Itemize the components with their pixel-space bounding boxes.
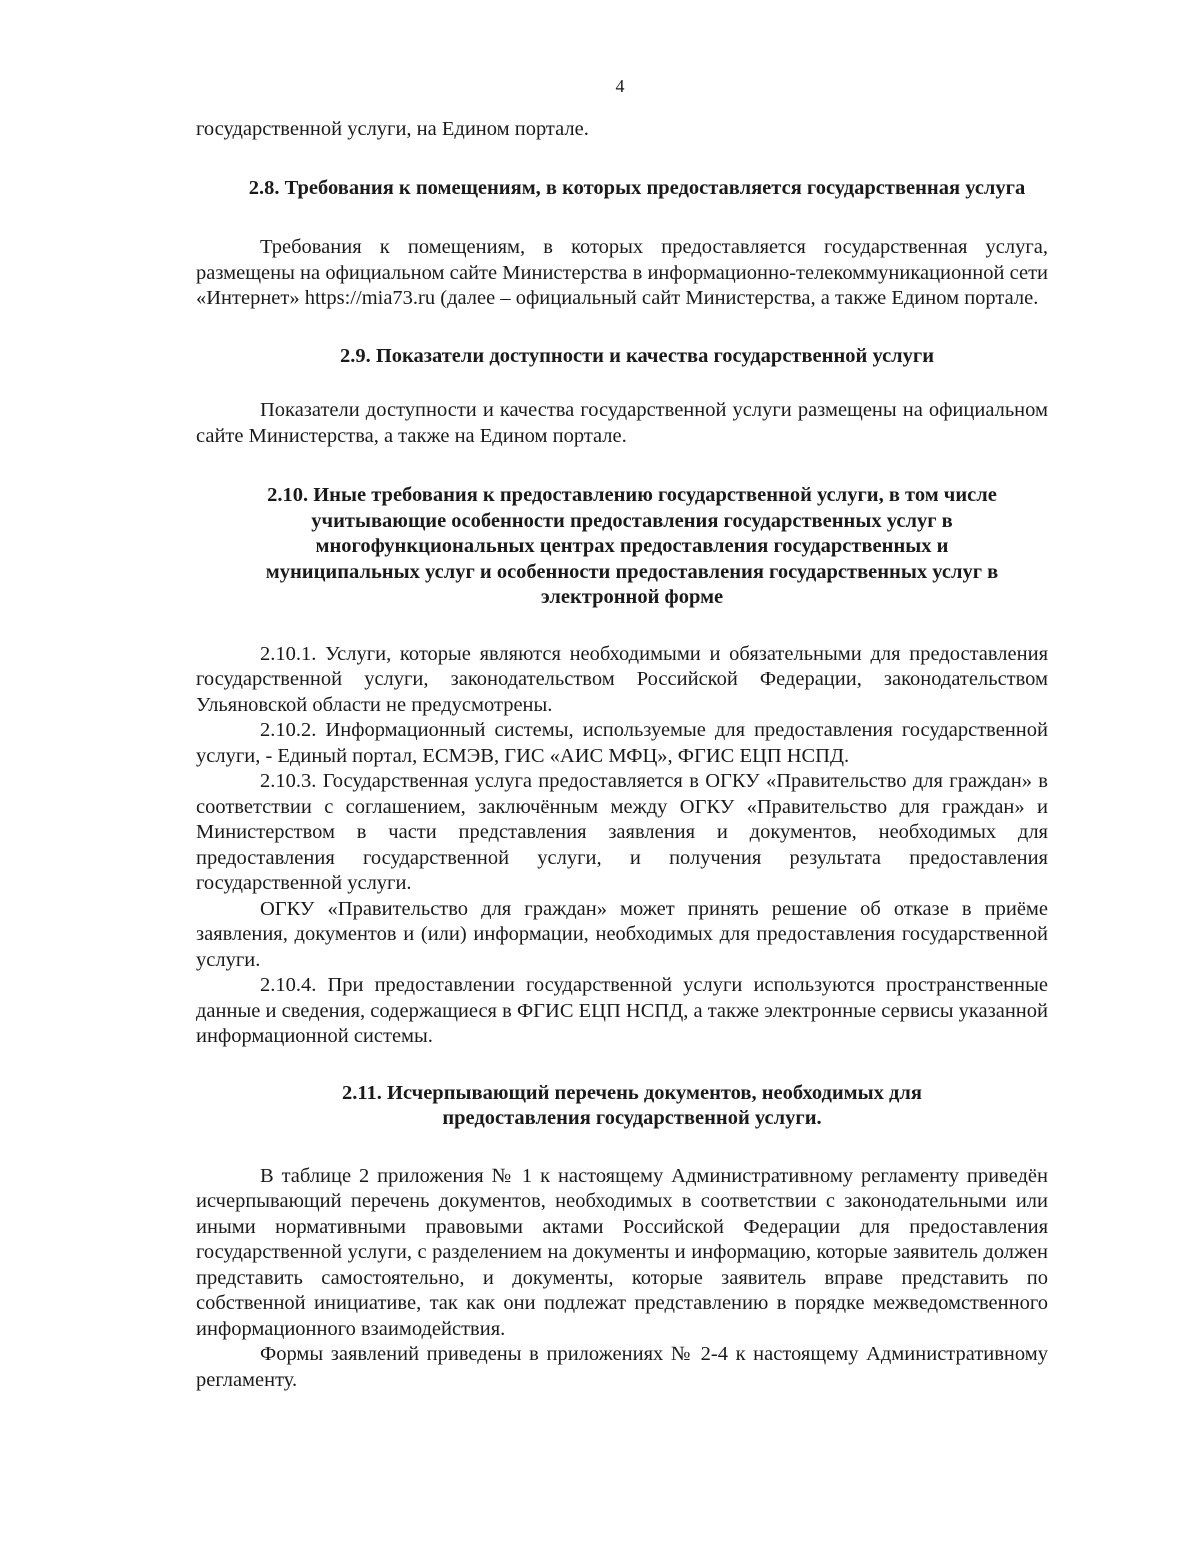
- section-2-10-3-refusal-paragraph: ОГКУ «Правительство для граждан» может принять решение об отказе в приёме заявления, документов и (или) информации, необходимых для предоставления государственной услуги.: [196, 897, 1048, 971]
- document-body: [196, 117, 1048, 1393]
- section-2-9-heading: 2.9. Показатели доступности и качества государственной услуги: [339, 344, 935, 367]
- section-2-10-3-paragraph: 2.10.3. Государственная услуга предоставляется в ОГКУ «Правительство для граждан» в соответствии с соглашением, заключённым между ОГКУ «Правительство для граждан» и Министерством в части представления заявления и документов, необходимых для предоставления государственной услуги, и получения результата предоставления государственной услуги.: [196, 770, 1048, 894]
- section-2-10-4-paragraph: 2.10.4. При предоставлении государственной услуги используются пространственные данные и сведения, содержащиеся в ФГИС ЕЦП НСПД, а также электронные сервисы указанной информационной системы.: [196, 974, 1048, 1047]
- section-2-10-heading: 2.10. Иные требования к предоставлению государственной услуги, в том числе учитывающие особенности предоставления государственных услуг в многофункциональных центрах предоставления государственных и муниципальных услуг и особенности предоставления государственных услуг в электронной форме: [265, 484, 999, 608]
- intro-paragraph: государственной услуги, на Едином портале.: [196, 118, 589, 140]
- section-2-11-paragraph: В таблице 2 приложения № 1 к настоящему Административному регламенту приведён исчерпывающий перечень документов, необходимых в соответствии с законодательными или иными нормативными правовыми актами Российской Федерации для предоставления государственной услуги, с разделением на документы и информацию, которые заявитель должен представить самостоятельно, и документы, которые заявитель вправе представить по собственной инициативе, так как они подлежат представлению в порядке межведомственного информационного взаимодействия.: [196, 1164, 1048, 1340]
- section-2-8-heading: 2.8. Требования к помещениям, в которых предоставляется государственная услуга: [248, 176, 1026, 199]
- section-2-10-2-paragraph: 2.10.2. Информационный системы, используемые для предоставления государственной услуги, - Единый портал, ЕСМЭВ, ГИС «АИС МФЦ», ФГИС ЕЦП НСПД.: [196, 719, 1048, 767]
- section-2-9-paragraph: Показатели доступности и качества государственной услуги размещены на официальном сайте Министерства, а также на Едином портале.: [196, 399, 1048, 447]
- section-2-11-heading: 2.11. Исчерпывающий перечень документов, необходимых для предоставления государственной услуги.: [342, 1081, 922, 1129]
- page-number: 4: [615, 76, 625, 96]
- section-2-8-paragraph: Требования к помещениям, в которых предоставляется государственная услуга, размещены на официальном сайте Министерства в информационно-телекоммуникационной сети «Интернет» https://mia73.ru (далее – официальный сайт Министерства, а также Едином портале.: [196, 236, 1048, 309]
- section-2-10-1-paragraph: 2.10.1. Услуги, которые являются необходимыми и обязательными для предоставления государственной услуги, законодательством Российской Федерации, законодательством Ульяновской области не предусмотрены.: [196, 642, 1048, 716]
- section-2-11-forms-paragraph: Формы заявлений приведены в приложениях № 2-4 к настоящему Административному регламенту.: [196, 1343, 1048, 1391]
